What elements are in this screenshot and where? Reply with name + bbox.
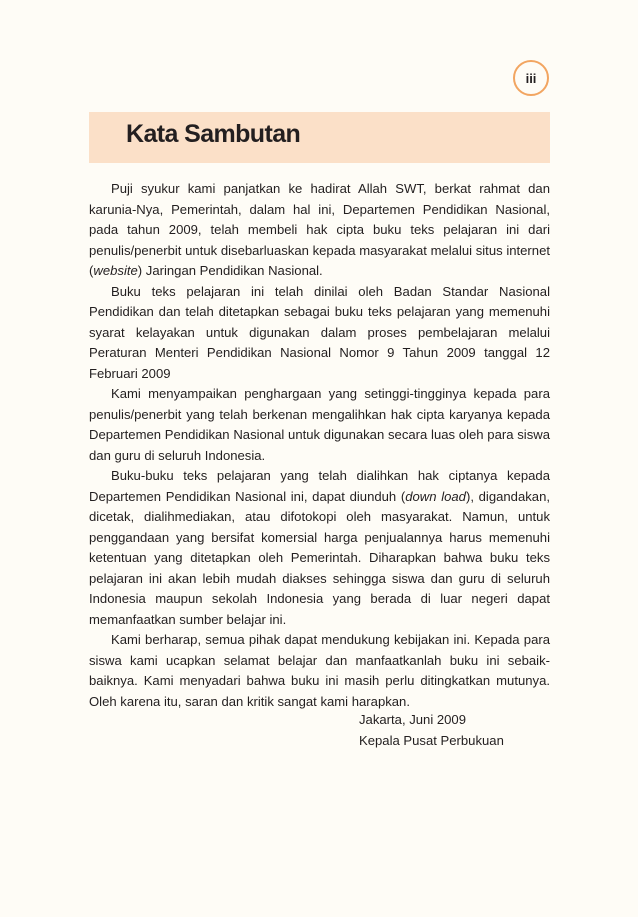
signatory: Kepala Pusat Perbukuan (359, 733, 504, 748)
italic-term: down load (405, 488, 466, 504)
page-number: iii (513, 60, 549, 96)
closing-block (359, 709, 504, 751)
page-title: Kata Sambutan (126, 120, 301, 148)
body-text (89, 179, 550, 712)
title-band (89, 112, 550, 163)
italic-term: website (93, 263, 138, 278)
paragraph-3: Kami menyampaikan penghargaan yang setinggi-tingginya kepada para penulis/penerbit yang telah berkenan mengalihkan hak cipta karyanya kepada Departemen Pendidikan Nasional untuk digunakan secara luas oleh para siswa dan guru di seluruh Indonesia. (89, 386, 550, 463)
place-date: Jakarta, Juni 2009 (359, 712, 467, 727)
paragraph-4: Buku-buku teks pelajaran yang telah dialihkan hak ciptanya kepada Departemen Pendidikan Nasional ini, dapat diunduh (down load), digandakan, dicetak, dialihmediakan, atau difotokopi oleh masyarakat. Namun, untuk penggandaan yang bersifat komersial harga penjualannya harus memenuhi ketentuan yang ditetapkan oleh Pemerintah. Diharapkan bahwa buku teks pelajaran ini akan lebih mudah diakses sehingga siswa dan guru di seluruh Indonesia maupun sekolah Indonesia yang berada di luar negeri dapat memanfaatkan sumber belajar ini. (89, 468, 550, 627)
paragraph-5: Kami berharap, semua pihak dapat mendukung kebijakan ini. Kepada para siswa kami ucapkan selamat belajar dan manfaatkanlah buku ini sebaik-baiknya. Kami menyadari bahwa buku ini masih perlu ditingkatkan mutunya. Oleh karena itu, saran dan kritik sangat kami harapkan. (89, 632, 550, 709)
paragraph-2: Buku teks pelajaran ini telah dinilai oleh Badan Standar Nasional Pendidikan dan telah ditetapkan sebagai buku teks pelajaran yang memenuhi syarat kelayakan untuk digunakan dalam proses pembelajaran melalui Peraturan Menteri Pendidikan Nasional Nomor 9 Tahun 2009 tanggal 12 Februari 2009 (89, 283, 550, 381)
paragraph-1: Puji syukur kami panjatkan ke hadirat Allah SWT, berkat rahmat dan karunia-Nya, Pemerintah, dalam hal ini, Departemen Pendidikan Nasional, pada tahun 2009, telah membeli hak cipta buku teks pelajaran ini dari penulis/penerbit untuk disebarluaskan kepada masyarakat melalui situs internet (website) Jaringan Pendidikan Nasional. (89, 181, 550, 278)
